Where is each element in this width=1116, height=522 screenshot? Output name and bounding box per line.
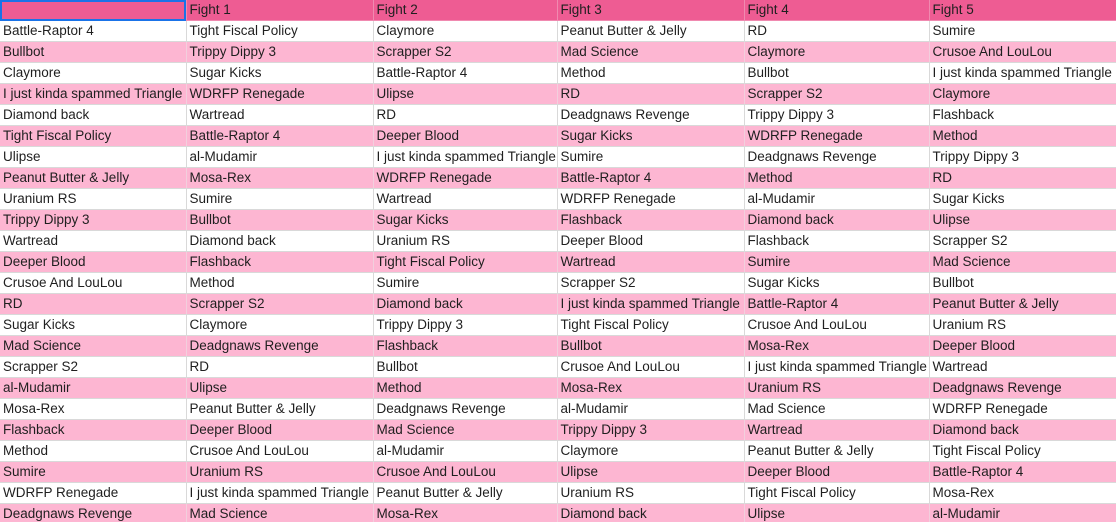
table-row xyxy=(0,336,1116,357)
opponent-cell[interactable]: Battle-Raptor 4 xyxy=(929,462,1116,483)
opponent-cell[interactable]: Deadgnaws Revenge xyxy=(373,399,557,420)
opponent-cell[interactable]: Deadgnaws Revenge xyxy=(557,105,744,126)
opponent-cell[interactable]: WDRFP Renegade xyxy=(373,168,557,189)
robot-name-cell[interactable]: Method xyxy=(0,441,186,462)
robot-name-cell[interactable]: Diamond back xyxy=(0,105,186,126)
table-row xyxy=(0,462,1116,483)
table-row xyxy=(0,210,1116,231)
robot-name-cell[interactable]: Deeper Blood xyxy=(0,252,186,273)
opponent-cell[interactable]: I just kinda spammed Triangle xyxy=(744,357,929,378)
opponent-cell[interactable]: Deeper Blood xyxy=(557,231,744,252)
table-row xyxy=(0,294,1116,315)
opponent-cell[interactable]: Mosa-Rex xyxy=(744,336,929,357)
opponent-cell[interactable]: Diamond back xyxy=(744,210,929,231)
opponent-cell[interactable]: Mad Science xyxy=(929,252,1116,273)
header-cell-fight-1[interactable]: Fight 1 xyxy=(186,0,373,21)
opponent-cell[interactable]: Mosa-Rex xyxy=(557,378,744,399)
opponent-cell[interactable]: Mad Science xyxy=(186,504,373,522)
opponent-cell[interactable]: Deeper Blood xyxy=(373,126,557,147)
opponent-cell[interactable]: Method xyxy=(373,378,557,399)
opponent-cell[interactable]: Sugar Kicks xyxy=(186,63,373,84)
opponent-cell[interactable]: Crusoe And LouLou xyxy=(186,441,373,462)
robot-name-cell[interactable]: Peanut Butter & Jelly xyxy=(0,168,186,189)
robot-name-cell[interactable]: Sugar Kicks xyxy=(0,315,186,336)
table-row xyxy=(0,441,1116,462)
robot-name-cell[interactable]: I just kinda spammed Triangle xyxy=(0,84,186,105)
opponent-cell[interactable]: Trippy Dippy 3 xyxy=(373,315,557,336)
header-cell-fight-2[interactable]: Fight 2 xyxy=(373,0,557,21)
opponent-cell[interactable]: Claymore xyxy=(373,21,557,42)
opponent-cell[interactable]: Uranium RS xyxy=(557,483,744,504)
opponent-cell[interactable]: Scrapper S2 xyxy=(557,273,744,294)
opponent-cell[interactable]: RD xyxy=(744,21,929,42)
robot-name-cell[interactable]: Claymore xyxy=(0,63,186,84)
opponent-cell[interactable]: Bullbot xyxy=(929,273,1116,294)
opponent-cell[interactable]: Diamond back xyxy=(186,231,373,252)
opponent-cell[interactable]: Tight Fiscal Policy xyxy=(186,21,373,42)
robot-name-cell[interactable]: Crusoe And LouLou xyxy=(0,273,186,294)
opponent-cell[interactable]: Scrapper S2 xyxy=(929,231,1116,252)
opponent-cell[interactable]: Flashback xyxy=(929,105,1116,126)
opponent-cell[interactable]: Battle-Raptor 4 xyxy=(557,168,744,189)
table-row xyxy=(0,21,1116,42)
table-row xyxy=(0,189,1116,210)
robot-name-cell[interactable]: Deadgnaws Revenge xyxy=(0,504,186,522)
opponent-cell[interactable]: I just kinda spammed Triangle xyxy=(186,483,373,504)
robot-name-cell[interactable]: Wartread xyxy=(0,231,186,252)
opponent-cell[interactable]: Trippy Dippy 3 xyxy=(186,42,373,63)
table-row xyxy=(0,399,1116,420)
opponent-cell[interactable]: Crusoe And LouLou xyxy=(373,462,557,483)
opponent-cell[interactable]: Bullbot xyxy=(186,210,373,231)
table-row xyxy=(0,357,1116,378)
opponent-cell[interactable]: WDRFP Renegade xyxy=(929,399,1116,420)
opponent-cell[interactable]: Trippy Dippy 3 xyxy=(929,147,1116,168)
table-row xyxy=(0,168,1116,189)
robot-name-cell[interactable]: Bullbot xyxy=(0,42,186,63)
header-cell-robots[interactable] xyxy=(0,0,186,21)
opponent-cell[interactable]: Ulipse xyxy=(186,378,373,399)
robot-name-cell[interactable]: Battle-Raptor 4 xyxy=(0,21,186,42)
opponent-cell[interactable]: Tight Fiscal Policy xyxy=(557,315,744,336)
opponent-cell[interactable]: Uranium RS xyxy=(929,315,1116,336)
table-row xyxy=(0,315,1116,336)
opponent-cell[interactable]: Bullbot xyxy=(373,357,557,378)
opponent-cell[interactable]: Deeper Blood xyxy=(186,420,373,441)
opponent-cell[interactable]: Deadgnaws Revenge xyxy=(744,147,929,168)
opponent-cell[interactable]: Mad Science xyxy=(557,42,744,63)
opponent-cell[interactable]: Scrapper S2 xyxy=(186,294,373,315)
opponent-cell[interactable]: Uranium RS xyxy=(186,462,373,483)
opponent-cell[interactable]: Uranium RS xyxy=(373,231,557,252)
opponent-cell[interactable]: Mosa-Rex xyxy=(929,483,1116,504)
opponent-cell[interactable]: Tight Fiscal Policy xyxy=(744,483,929,504)
opponent-cell[interactable]: Scrapper S2 xyxy=(373,42,557,63)
opponent-cell[interactable]: Ulipse xyxy=(557,462,744,483)
opponent-cell[interactable]: Sumire xyxy=(186,189,373,210)
robot-name-cell[interactable]: Ulipse xyxy=(0,147,186,168)
table-row xyxy=(0,126,1116,147)
opponent-cell[interactable]: Battle-Raptor 4 xyxy=(186,126,373,147)
opponent-cell[interactable]: Flashback xyxy=(186,252,373,273)
robot-name-cell[interactable]: Sumire xyxy=(0,462,186,483)
opponent-cell[interactable]: Tight Fiscal Policy xyxy=(373,252,557,273)
opponent-cell[interactable]: Wartread xyxy=(929,357,1116,378)
opponent-cell[interactable]: Method xyxy=(186,273,373,294)
table-row xyxy=(0,252,1116,273)
opponent-cell[interactable]: Crusoe And LouLou xyxy=(929,42,1116,63)
opponent-cell[interactable]: I just kinda spammed Triangle xyxy=(557,294,744,315)
opponent-cell[interactable]: Sumire xyxy=(929,21,1116,42)
table-row xyxy=(0,483,1116,504)
opponent-cell[interactable]: Claymore xyxy=(186,315,373,336)
table-row xyxy=(0,42,1116,63)
opponent-cell[interactable]: al-Mudamir xyxy=(186,147,373,168)
opponent-cell[interactable]: Peanut Butter & Jelly xyxy=(557,21,744,42)
opponent-cell[interactable]: Sugar Kicks xyxy=(744,273,929,294)
opponent-cell[interactable]: Crusoe And LouLou xyxy=(744,315,929,336)
opponent-cell[interactable]: Peanut Butter & Jelly xyxy=(744,441,929,462)
robot-name-cell[interactable]: Flashback xyxy=(0,420,186,441)
header-row xyxy=(0,0,1116,21)
opponent-cell[interactable]: Method xyxy=(744,168,929,189)
table-row xyxy=(0,378,1116,399)
header-cell-fight-5[interactable]: Fight 5 xyxy=(929,0,1116,21)
opponent-cell[interactable]: Bullbot xyxy=(744,63,929,84)
opponent-cell[interactable]: Deadgnaws Revenge xyxy=(186,336,373,357)
opponent-cell[interactable]: Battle-Raptor 4 xyxy=(744,294,929,315)
table-row xyxy=(0,420,1116,441)
table-row xyxy=(0,504,1116,522)
robot-name-cell[interactable]: RD xyxy=(0,294,186,315)
opponent-cell[interactable]: Diamond back xyxy=(557,504,744,522)
opponent-cell[interactable]: Trippy Dippy 3 xyxy=(744,105,929,126)
opponent-cell[interactable]: Flashback xyxy=(557,210,744,231)
opponent-cell[interactable]: al-Mudamir xyxy=(557,399,744,420)
opponent-cell[interactable]: Mad Science xyxy=(744,399,929,420)
opponent-cell[interactable]: Sumire xyxy=(557,147,744,168)
robot-name-cell[interactable]: Scrapper S2 xyxy=(0,357,186,378)
opponent-cell[interactable]: WDRFP Renegade xyxy=(557,189,744,210)
opponent-cell[interactable]: I just kinda spammed Triangle xyxy=(929,63,1116,84)
opponent-cell[interactable]: Mad Science xyxy=(373,420,557,441)
robot-name-cell[interactable]: Mosa-Rex xyxy=(0,399,186,420)
opponent-cell[interactable]: Flashback xyxy=(744,231,929,252)
opponent-cell[interactable]: Peanut Butter & Jelly xyxy=(186,399,373,420)
opponent-cell[interactable]: Peanut Butter & Jelly xyxy=(929,294,1116,315)
opponent-cell[interactable]: WDRFP Renegade xyxy=(744,126,929,147)
table-body xyxy=(0,21,1116,522)
opponent-cell[interactable]: RD xyxy=(186,357,373,378)
opponent-cell[interactable]: RD xyxy=(929,168,1116,189)
table-row xyxy=(0,105,1116,126)
opponent-cell[interactable]: Ulipse xyxy=(373,84,557,105)
opponent-cell[interactable]: Trippy Dippy 3 xyxy=(557,420,744,441)
opponent-cell[interactable]: Method xyxy=(557,63,744,84)
opponent-cell[interactable]: Bullbot xyxy=(557,336,744,357)
table-row xyxy=(0,231,1116,252)
opponent-cell[interactable]: Sugar Kicks xyxy=(929,189,1116,210)
opponent-cell[interactable]: WDRFP Renegade xyxy=(186,84,373,105)
opponent-cell[interactable]: Sumire xyxy=(373,273,557,294)
table-row xyxy=(0,147,1116,168)
opponent-cell[interactable]: Claymore xyxy=(929,84,1116,105)
opponent-cell[interactable]: I just kinda spammed Triangle xyxy=(373,147,557,168)
opponent-cell[interactable]: Diamond back xyxy=(929,420,1116,441)
robot-name-cell[interactable]: Mad Science xyxy=(0,336,186,357)
opponent-cell[interactable]: Crusoe And LouLou xyxy=(557,357,744,378)
opponent-cell[interactable]: Wartread xyxy=(373,189,557,210)
opponent-cell[interactable]: RD xyxy=(373,105,557,126)
table-row xyxy=(0,63,1116,84)
opponent-cell[interactable]: Scrapper S2 xyxy=(744,84,929,105)
opponent-cell[interactable]: Battle-Raptor 4 xyxy=(373,63,557,84)
opponent-cell[interactable]: Ulipse xyxy=(929,210,1116,231)
robot-name-cell[interactable]: Tight Fiscal Policy xyxy=(0,126,186,147)
opponent-cell[interactable]: Uranium RS xyxy=(744,378,929,399)
robot-name-cell[interactable]: Trippy Dippy 3 xyxy=(0,210,186,231)
opponent-cell[interactable]: Tight Fiscal Policy xyxy=(929,441,1116,462)
opponent-cell[interactable]: Mosa-Rex xyxy=(186,168,373,189)
opponent-cell[interactable]: Wartread xyxy=(744,420,929,441)
opponent-cell[interactable]: Wartread xyxy=(557,252,744,273)
robot-name-cell[interactable]: Uranium RS xyxy=(0,189,186,210)
opponent-cell[interactable]: Claymore xyxy=(744,42,929,63)
header-cell-fight-3[interactable]: Fight 3 xyxy=(557,0,744,21)
opponent-cell[interactable]: Diamond back xyxy=(373,294,557,315)
opponent-cell[interactable]: Peanut Butter & Jelly xyxy=(373,483,557,504)
table-row xyxy=(0,273,1116,294)
opponent-cell[interactable]: Mosa-Rex xyxy=(373,504,557,522)
opponent-cell[interactable]: Sugar Kicks xyxy=(557,126,744,147)
opponent-cell[interactable]: al-Mudamir xyxy=(373,441,557,462)
table-row xyxy=(0,84,1116,105)
robot-name-cell[interactable]: al-Mudamir xyxy=(0,378,186,399)
opponent-cell[interactable]: Flashback xyxy=(373,336,557,357)
opponent-cell[interactable]: Ulipse xyxy=(744,504,929,522)
opponent-cell[interactable]: RD xyxy=(557,84,744,105)
opponent-cell[interactable]: Deeper Blood xyxy=(929,336,1116,357)
robot-name-cell[interactable]: WDRFP Renegade xyxy=(0,483,186,504)
opponent-cell[interactable]: Sugar Kicks xyxy=(373,210,557,231)
opponent-cell[interactable]: Deadgnaws Revenge xyxy=(929,378,1116,399)
opponent-cell[interactable]: Method xyxy=(929,126,1116,147)
opponent-cell[interactable]: Deeper Blood xyxy=(744,462,929,483)
opponent-cell[interactable]: Claymore xyxy=(557,441,744,462)
opponent-cell[interactable]: al-Mudamir xyxy=(744,189,929,210)
opponent-cell[interactable]: Sumire xyxy=(744,252,929,273)
header-cell-fight-4[interactable]: Fight 4 xyxy=(744,0,929,21)
opponent-cell[interactable]: Wartread xyxy=(186,105,373,126)
opponent-cell[interactable]: al-Mudamir xyxy=(929,504,1116,522)
